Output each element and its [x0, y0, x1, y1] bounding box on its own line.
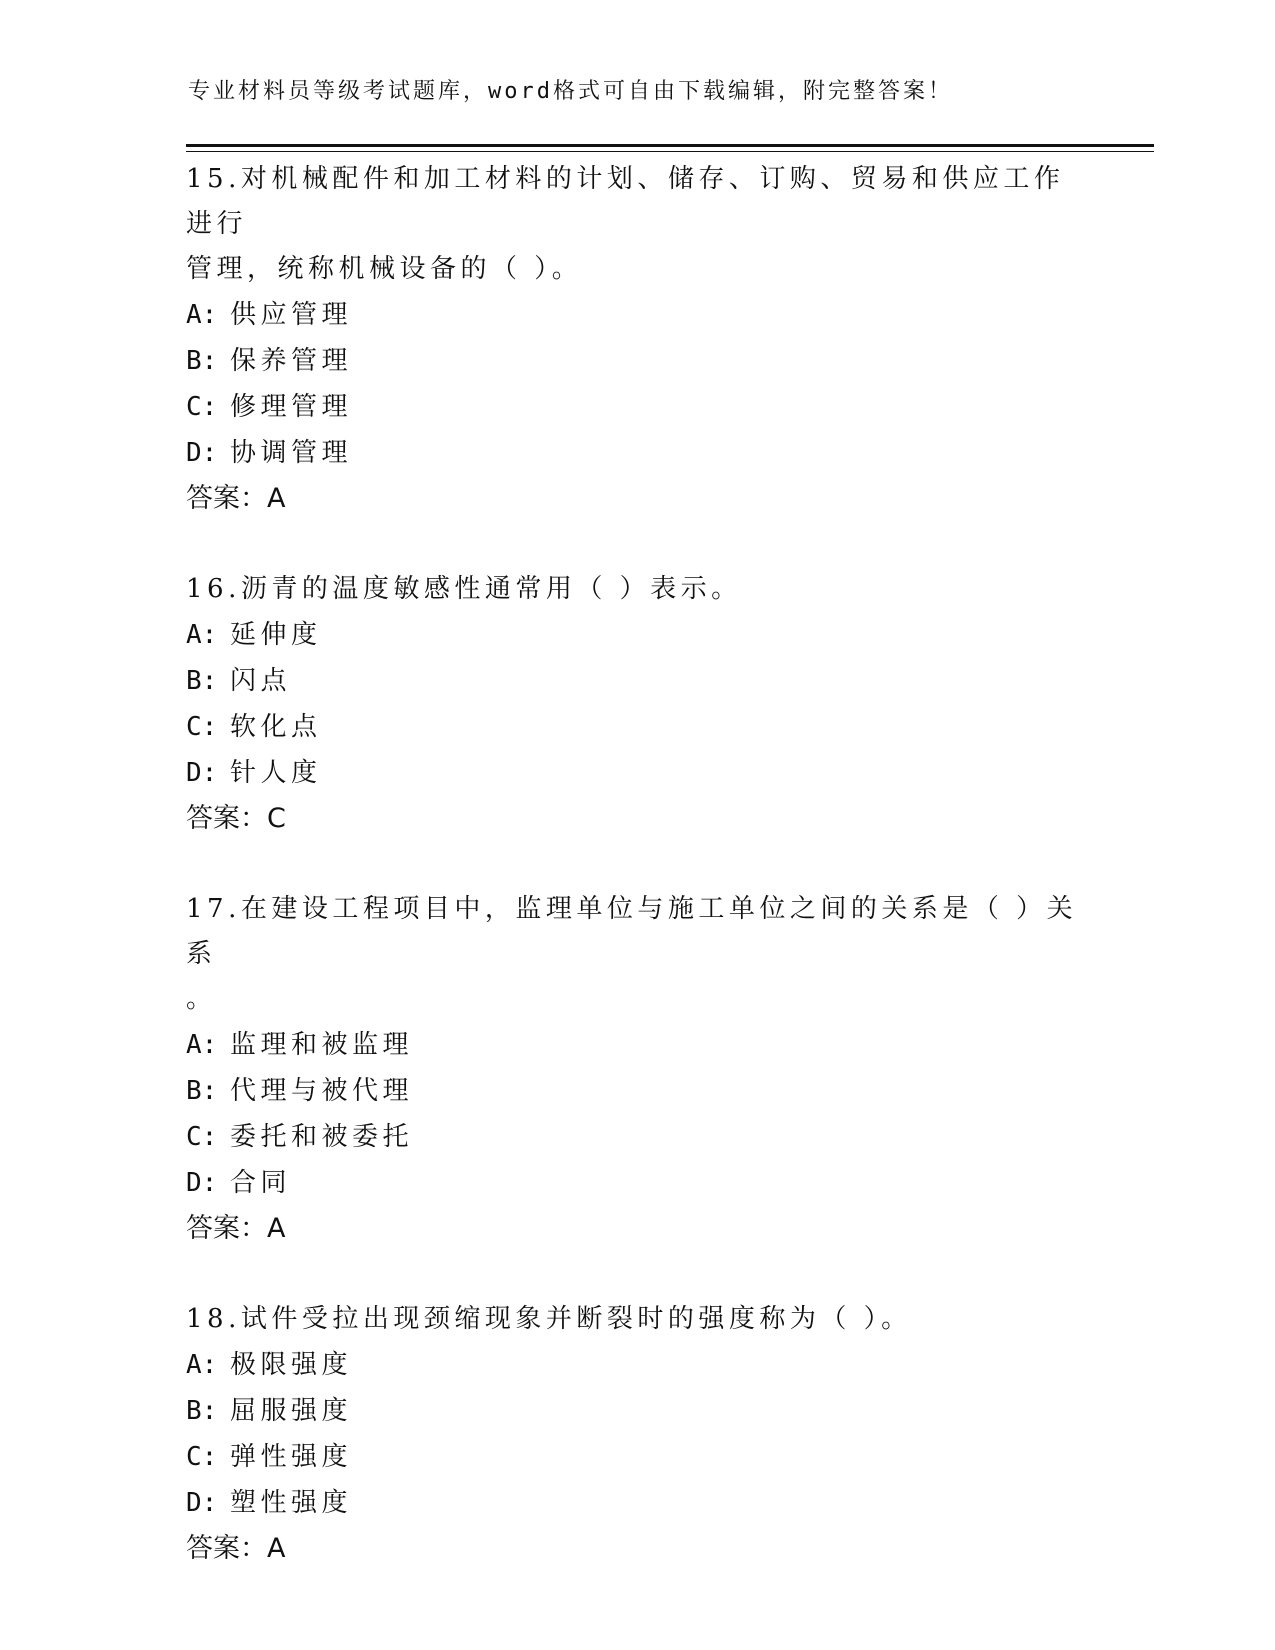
question-16 [186, 567, 1086, 842]
question-list [186, 157, 1086, 1617]
option-key: C: [186, 1442, 218, 1472]
option-key: A: [186, 1350, 218, 1380]
option-key: B: [186, 666, 218, 696]
option-b [186, 338, 1086, 384]
option-b [186, 1068, 1086, 1114]
option-text: 保养管理 [230, 346, 353, 376]
page-header: 专业材料员等级考试题库，word格式可自由下载编辑，附完整答案！ [188, 79, 953, 104]
option-key: C: [186, 1122, 218, 1152]
option-text: 委托和被委托 [230, 1122, 414, 1152]
option-d [186, 1160, 1086, 1206]
option-key: B: [186, 1396, 218, 1426]
option-text: 监理和被监理 [230, 1030, 414, 1060]
option-text: 塑性强度 [230, 1488, 353, 1518]
option-text: 延伸度 [230, 620, 322, 650]
option-text: 软化点 [230, 712, 322, 742]
option-c [186, 384, 1086, 430]
option-key: C: [186, 712, 218, 742]
option-key: D: [186, 438, 218, 468]
option-text: 供应管理 [230, 300, 353, 330]
question-stem: 15.对机械配件和加工材料的计划、储存、订购、贸易和供应工作进行 管理，统称机械设备的（ ）。 [186, 164, 1065, 284]
option-key: A: [186, 1030, 218, 1060]
option-a [186, 292, 1086, 338]
option-key: B: [186, 346, 218, 376]
option-key: A: [186, 300, 218, 330]
option-b [186, 1388, 1086, 1434]
option-d [186, 430, 1086, 476]
option-key: D: [186, 1168, 218, 1198]
option-c [186, 1114, 1086, 1160]
option-text: 代理与被代理 [230, 1076, 414, 1106]
answer: 答案：A [186, 1213, 286, 1244]
question-stem: 18.试件受拉出现颈缩现象并断裂时的强度称为（ ）。 [186, 1304, 912, 1334]
option-key: D: [186, 758, 218, 788]
option-a [186, 1342, 1086, 1388]
question-17 [186, 887, 1086, 1252]
header-rule-thin [186, 151, 1154, 152]
option-key: D: [186, 1488, 218, 1518]
option-text: 屈服强度 [230, 1396, 353, 1426]
option-b [186, 658, 1086, 704]
option-key: C: [186, 392, 218, 422]
option-key: A: [186, 620, 218, 650]
option-key: B: [186, 1076, 218, 1106]
option-d [186, 750, 1086, 796]
question-18 [186, 1297, 1086, 1572]
option-text: 闪点 [230, 666, 292, 696]
option-text: 协调管理 [230, 438, 353, 468]
option-a [186, 612, 1086, 658]
option-text: 针人度 [230, 758, 322, 788]
answer: 答案：C [186, 803, 286, 834]
option-a [186, 1022, 1086, 1068]
option-text: 合同 [230, 1168, 292, 1198]
option-c [186, 1434, 1086, 1480]
question-15 [186, 157, 1086, 522]
option-text: 修理管理 [230, 392, 353, 422]
option-d [186, 1480, 1086, 1526]
option-c [186, 704, 1086, 750]
question-stem: 16.沥青的温度敏感性通常用（ ）表示。 [186, 574, 742, 604]
option-text: 弹性强度 [230, 1442, 353, 1472]
option-text: 极限强度 [230, 1350, 353, 1380]
answer: 答案：A [186, 483, 286, 514]
header-rule-thick [186, 144, 1154, 147]
question-stem: 17.在建设工程项目中，监理单位与施工单位之间的关系是（ ）关系 。 [186, 894, 1078, 1014]
answer: 答案：A [186, 1533, 286, 1564]
